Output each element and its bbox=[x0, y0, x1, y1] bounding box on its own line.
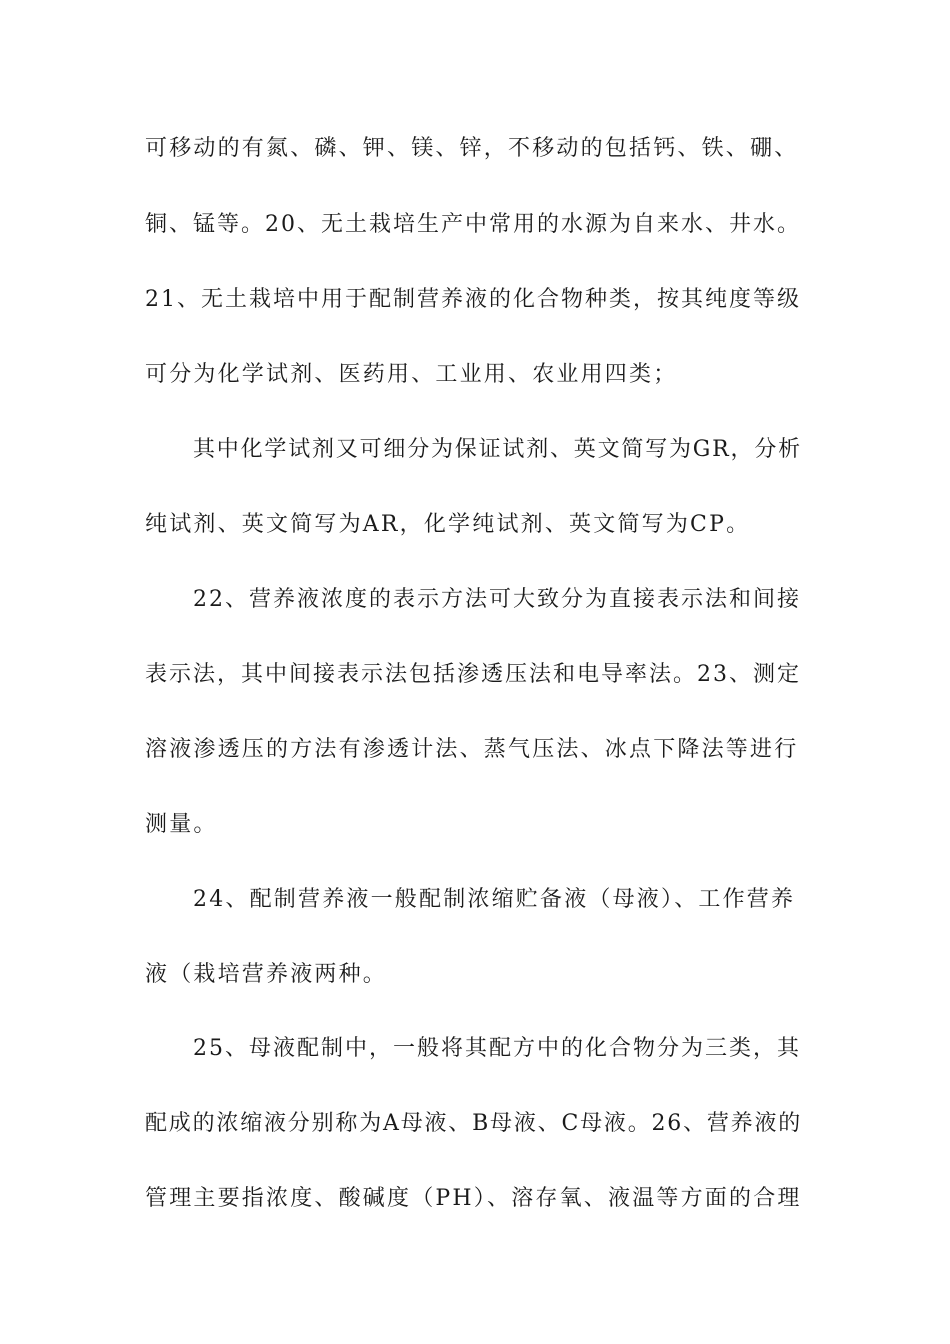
paragraph-first-line: 24、配制营养液一般配制浓缩贮备液（母液）、工作营养 bbox=[193, 887, 796, 912]
text-line: 管理主要指浓度、酸碱度（PH）、溶存氧、液温等方面的合理 bbox=[145, 1186, 802, 1211]
text-line: 可移动的有氮、磷、钾、镁、锌，不移动的包括钙、铁、硼、 bbox=[145, 136, 799, 161]
paragraph-first-line: 其中化学试剂又可细分为保证试剂、英文简写为GR，分析 bbox=[193, 437, 802, 462]
text-line: 液（栽培营养液两种。 bbox=[145, 962, 388, 987]
text-line: 铜、锰等。20、无土栽培生产中常用的水源为自来水、井水。 bbox=[145, 212, 801, 237]
paragraph-first-line: 22、营养液浓度的表示方法可大致分为直接表示法和间接 bbox=[193, 587, 801, 612]
text-line: 表示法，其中间接表示法包括渗透压法和电导率法。23、测定 bbox=[145, 662, 801, 687]
paragraph-first-line: 25、母液配制中，一般将其配方中的化合物分为三类，其 bbox=[193, 1036, 801, 1061]
text-line: 配成的浓缩液分别称为A母液、B母液、C母液。26、营养液的 bbox=[145, 1111, 803, 1136]
text-line: 可分为化学试剂、医药用、工业用、农业用四类； bbox=[145, 362, 678, 387]
text-line: 纯试剂、英文简写为AR，化学纯试剂、英文简写为CP。 bbox=[145, 512, 751, 537]
text-line: 溶液渗透压的方法有渗透计法、蒸气压法、冰点下降法等进行 bbox=[145, 737, 799, 762]
text-line: 测量。 bbox=[145, 812, 218, 837]
text-line: 21、无土栽培中用于配制营养液的化合物种类，按其纯度等级 bbox=[145, 287, 801, 312]
